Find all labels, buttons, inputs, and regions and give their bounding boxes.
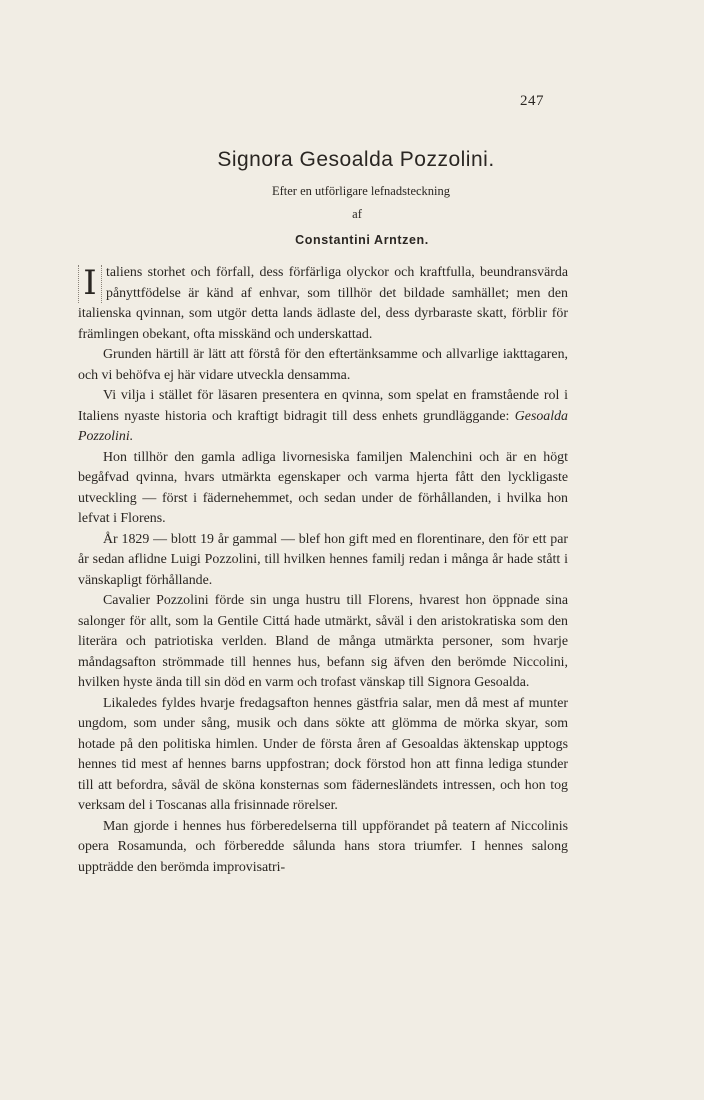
- article-title: Signora Gesoalda Pozzolini.: [217, 148, 495, 171]
- paragraph: Grunden härtill är lätt att förstå för den eftertänksamme och allvarlige iakttagaren, och vi behöfva ej här vidare utveckla densamma.: [78, 347, 568, 383]
- page-number: 247: [520, 93, 544, 109]
- paragraph: År 1829 — blott 19 år gammal — blef hon gift med en florentinare, den för ett par år sedan aflidne Luigi Pozzolini, till hvilken hennes familj redan i många år hade stått i vänskapligt förhållande.: [78, 531, 568, 588]
- author-name: Constantini Arntzen.: [295, 233, 429, 247]
- paragraph: Cavalier Pozzolini förde sin unga hustru till Florens, hvarest hon öppnade sina salonger för allt, som la Gentile Cittá hade utmärkt, såväl i den aristokratiska som den literära och patriotiska verlden. Bland de många utmärkta personer, som hvarje måndagsafton strömmade till hennes hus, befann sig äfven den berömde Niccolini, hvilken hyste ända till sin död en varm och trofast vänskap till Signora Gesoalda.: [78, 593, 568, 690]
- drop-cap: I: [78, 265, 102, 303]
- italic-name: Gesoalda Pozzolini.: [78, 408, 568, 444]
- paragraph-text: Vi vilja i stället för läsaren presentera en qvinna, som spelat en framstående rol i Italiens nyaste historia och kraftigt bidragit till dess enhets grundläggande:: [78, 388, 568, 424]
- article-subtitle: Efter en utförligare lefnadsteckning: [271, 184, 451, 198]
- paragraph: [78, 263, 568, 345]
- paragraph-text: taliens storhet och förfall, dess förfärliga olyckor och kraftfulla, beundransvärda pånyttfödelse är känd af enhvar, som tillhör det bildade samhället; men den italienska qvinnan, som utgör detta lands ädlaste del, dess dyrbaraste skatt, förblir för främlingen obekant, ofta misskänd och underskattad.: [78, 265, 568, 342]
- byline-af: af: [352, 207, 362, 221]
- paragraph: Hon tillhör den gamla adliga livornesiska familjen Malenchini och är en högt begåfvad qvinna, hvars utmärkta egenskaper och varma hjerta fått den lyckligaste utveckling — först i fädernehemmet, och sedan under de förhållanden, i hvilka hon lefvat i Florens.: [78, 449, 568, 526]
- paragraph: Likaledes fyldes hvarje fredagsafton hennes gästfria salar, men då mest af munter ungdom, som under sång, musik och dans sökte att glömma de mörka skyar, som hotade på den politiska himlen. Under de första åren af Gesoaldas äktenskap upptogs hennes tid mest af hennes barns uppfostran; dock förstod hon att finna lediga stunder till att befordra, såväl de sköna konsternas som fädernesländets intressen, och hon tog verksam del i Toscanas alla frisinnade rörelser.: [78, 695, 568, 813]
- paragraph: Man gjorde i hennes hus förberedelserna till uppförandet på teatern af Niccolinis opera Rosamunda, och förberedde sålunda hans stora triumfer. I hennes salong uppträdde den berömda improvisatri-: [78, 818, 568, 875]
- paragraph: [78, 386, 568, 448]
- article-body: [78, 263, 568, 878]
